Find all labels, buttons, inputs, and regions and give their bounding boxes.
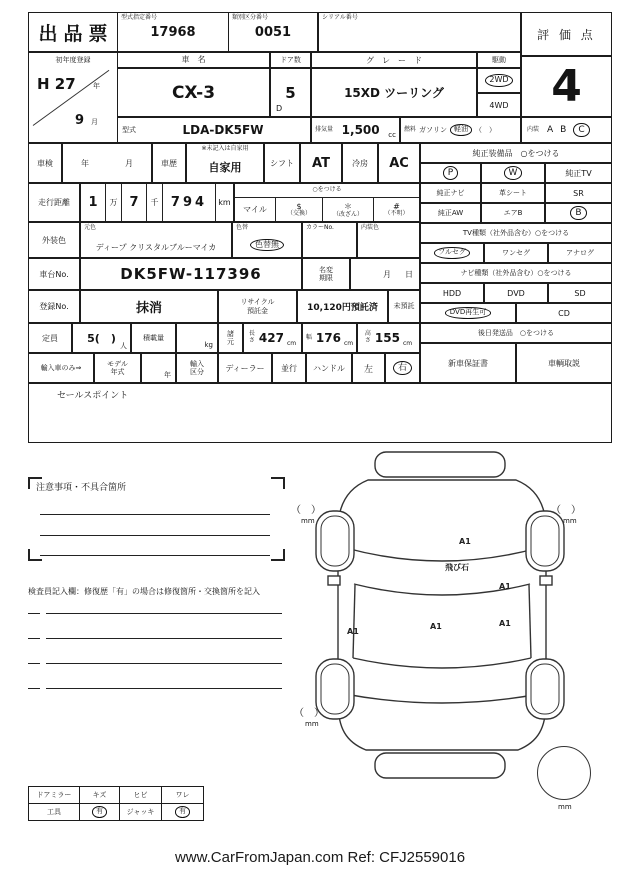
- tools-yes-circled: 有: [92, 806, 107, 817]
- front-left-wheel: [316, 511, 354, 571]
- length-cell: [243, 323, 302, 353]
- serial-cell: [318, 12, 521, 52]
- rear-right-wheel: [526, 659, 564, 719]
- model-code-value: 17968: [150, 24, 196, 40]
- equip-sr-cell: SR: [545, 183, 612, 203]
- dvd-play-circled: DVD再生可: [445, 307, 491, 318]
- notes-corner-br: [271, 549, 285, 561]
- equip-w-circled: W: [504, 166, 523, 180]
- load-label-cell: 積載量: [131, 323, 176, 353]
- tool-cell-tools: 工具: [28, 803, 80, 821]
- tool-cell-jack-yes: [161, 803, 204, 821]
- model-code-label: 型式指定番号: [121, 14, 158, 21]
- inspector-title: 検査員記入欄：修復歴「有」の場合は修復箇所・交換箇所を記入: [28, 587, 260, 596]
- drive-header: 駆動: [477, 52, 521, 68]
- handle-left-cell: 左: [352, 353, 385, 383]
- model-year-label-cell: モデル年式: [94, 353, 141, 383]
- footer-watermark: www.CarFromJapan.com Ref: CFJ2559016: [174, 849, 466, 866]
- measure-mm-tr: mm: [563, 517, 577, 525]
- roof-left-line: [353, 585, 355, 658]
- doors-value: 5 D: [270, 68, 311, 117]
- sales-point-label: セールスポイント: [57, 391, 129, 401]
- load-value-cell: [176, 323, 218, 353]
- shift-value-cell: AT: [300, 143, 342, 183]
- equip-aw-cell: 純正AW: [420, 203, 481, 223]
- capacity-unit: 人: [120, 341, 127, 350]
- interior-b: B: [560, 125, 567, 135]
- import-label-cell: 輸入車のみ⇒: [28, 353, 94, 383]
- drive-2wd-cell: [477, 68, 521, 93]
- tool-cell-jack: ジャッキ: [119, 803, 162, 821]
- measure-bracket-tl: （ ）: [291, 505, 321, 516]
- mile-flag-cell: [234, 183, 420, 222]
- history-note: ※未記入は自家用: [201, 145, 249, 152]
- ac-label-cell: 冷房: [342, 143, 378, 183]
- rear-bumper: [375, 753, 505, 778]
- dvd-play-cell: [420, 303, 516, 323]
- score-label: 評 価 点: [537, 27, 596, 42]
- recycle-value-cell: 10,120円預託済: [297, 290, 388, 323]
- tv-fullseg-circled: フルセグ: [434, 247, 470, 258]
- jack-yes-circled: 有: [175, 806, 190, 817]
- width-unit: cm: [343, 340, 354, 348]
- chassis-value-cell: DK5FW-117396: [80, 258, 302, 290]
- dealer-cell: ディーラー: [218, 353, 272, 383]
- car-top-view-drawing: [288, 448, 612, 790]
- score-label-cell: [521, 12, 612, 56]
- width-value: 176: [315, 331, 341, 345]
- shaken-value-cell: [62, 143, 152, 183]
- name-change-day: 日: [405, 269, 413, 279]
- tv-oneseg-cell: ワンセグ: [484, 243, 548, 263]
- equip-tv-cell: 純正TV: [545, 163, 612, 183]
- damage-mark: A1: [499, 619, 511, 628]
- tv-analog-cell: アナログ: [548, 243, 612, 263]
- equip-navi-cell: 純正ナビ: [420, 183, 481, 203]
- damage-mark: A1: [459, 537, 471, 546]
- mileage-rest: 794: [163, 184, 216, 221]
- reg-no-value-cell: 抹消: [80, 290, 218, 323]
- mile-unknown: # （不明）: [384, 201, 409, 217]
- mileage-label-cell: 走行距離: [28, 183, 80, 222]
- int-color-cell: [357, 222, 420, 258]
- car-name-value: CX-3: [117, 68, 270, 117]
- tv-fullseg-cell: [420, 243, 484, 263]
- car-diagram: [288, 448, 612, 790]
- model-year-unit: 年: [164, 370, 171, 379]
- orig-color-cell: 元色 ディープ クリスタルブルーマイカ: [80, 222, 232, 258]
- length-unit: cm: [286, 340, 297, 348]
- warranty-cell: 新車保証書: [420, 343, 516, 383]
- tool-cell-crack: ヒビ: [119, 786, 162, 804]
- car-name-header: 車 名: [117, 52, 270, 68]
- interior-a: A: [547, 125, 554, 135]
- recycle-none-cell: 未預託: [388, 290, 420, 323]
- height-cell: [357, 323, 420, 353]
- mile-circle-note: ○をつける: [235, 184, 419, 198]
- sheet-title-text: 出品票: [38, 22, 114, 45]
- damage-mark: A1: [347, 627, 359, 636]
- class-code-label: 類別区分番号: [232, 14, 269, 21]
- mileage-man: 1: [81, 184, 106, 221]
- import-class-cell: 輸入区分: [176, 353, 218, 383]
- first-reg-era: H 27: [37, 75, 76, 93]
- displacement-label: 排気量: [315, 125, 334, 133]
- serial-label: シリアル番号: [322, 14, 358, 21]
- shaken-year-unit: 年: [81, 158, 89, 168]
- equip-airbag-cell: エアB: [481, 203, 545, 223]
- tool-cell-mirror: ドアミラー: [28, 786, 80, 804]
- left-mirror: [328, 576, 340, 585]
- man-unit: 万: [106, 184, 122, 221]
- score-value-cell: [521, 56, 612, 117]
- displacement-cell: 排気量 1,500 cc: [311, 117, 400, 143]
- class-code-cell: [228, 12, 318, 52]
- measure-mm-tl: mm: [301, 517, 315, 525]
- width-cell: [302, 323, 357, 353]
- fuel-cell: [400, 117, 521, 143]
- mileage-value-cell: [80, 183, 234, 222]
- orig-color-label: 元色: [84, 224, 97, 231]
- interior-c-circled: C: [573, 123, 589, 137]
- equip-w-cell: [481, 163, 545, 183]
- sheet-title: [28, 12, 118, 52]
- inspector-dash-1: [28, 613, 40, 614]
- color-no-cell: [302, 222, 357, 258]
- damage-mark: A1: [430, 622, 442, 631]
- height-value: 155: [374, 331, 400, 345]
- measure-bracket-bl: （ ）: [294, 708, 324, 719]
- fuel-diesel-circled: 軽油: [450, 124, 472, 135]
- capacity-value-cell: 5( ) 人: [72, 323, 131, 353]
- first-registration-cell: [28, 52, 118, 143]
- notes-title: 注意事項・不具合箇所: [36, 483, 127, 493]
- displacement-unit: cc: [388, 130, 396, 139]
- spec-label-cell: 諸元: [218, 323, 243, 353]
- interior-grade-cell: [521, 117, 612, 143]
- notes-corner-tr: [271, 477, 285, 489]
- drive-2wd-circled: 2WD: [485, 74, 512, 87]
- model-code-cell: [117, 12, 229, 52]
- first-reg-month: 9: [75, 113, 85, 128]
- shift-label-cell: シフト: [264, 143, 300, 183]
- ext-color-label-cell: 外装色: [28, 222, 80, 258]
- damage-mark-stone-chip: 飛び石: [445, 563, 469, 572]
- drive-4wd-cell: 4WD: [477, 93, 521, 117]
- notes-line-3: [40, 555, 270, 556]
- navi-hdd-cell: HDD: [420, 283, 484, 303]
- fuel-gasoline: ガソリン: [419, 125, 448, 134]
- car-body-outline: [338, 480, 546, 750]
- navi-dvd-cell: DVD: [484, 283, 548, 303]
- parallel-cell: 並行: [272, 353, 306, 383]
- shaken-label-cell: 車検: [28, 143, 62, 183]
- first-reg-year-unit: 年: [93, 82, 100, 90]
- first-reg-label: 初年度登録: [55, 56, 91, 64]
- history-value-cell: ※未記入は自家用 自家用: [186, 143, 264, 183]
- color-change-circled: 色替無: [250, 239, 284, 252]
- int-color-label: 内装色: [361, 224, 380, 231]
- tv-type-header: TV種類（社外品含む）○をつける: [420, 223, 612, 243]
- model-label: 型式: [122, 125, 136, 134]
- mileage-sen: 7: [122, 184, 147, 221]
- notes-corner-tl: [28, 477, 42, 489]
- inspector-line-1: [46, 613, 282, 614]
- mile-label: マイル: [235, 198, 276, 221]
- tool-cell-tools-yes: [79, 803, 120, 821]
- navi-sd-cell: SD: [548, 283, 612, 303]
- equip-b-circled: B: [570, 206, 586, 220]
- damage-mark: A1: [499, 582, 511, 591]
- notes-line-2: [40, 535, 270, 536]
- inspector-dash-3: [28, 663, 40, 664]
- tool-cell-break: ワレ: [161, 786, 204, 804]
- front-bumper: [375, 452, 505, 477]
- length-value: 427: [258, 331, 284, 345]
- measure-mm-br: mm: [558, 803, 572, 811]
- doors-sub: D: [276, 104, 283, 113]
- doors-header: ドア数: [270, 52, 311, 68]
- measure-mm-bl: mm: [305, 720, 319, 728]
- inspector-dash-4: [28, 688, 40, 689]
- model-cell: 型式 LDA-DK5FW: [117, 117, 311, 143]
- color-no-label: カラーNo.: [306, 224, 334, 231]
- load-unit: kg: [204, 340, 213, 349]
- reg-no-label-cell: 登録No.: [28, 290, 80, 323]
- inspector-line-3: [46, 663, 282, 664]
- inspector-line-2: [46, 638, 282, 639]
- grade-value: 15XD ツーリング: [311, 68, 477, 117]
- roof-right-line: [529, 585, 531, 658]
- model-year-value-cell: [141, 353, 176, 383]
- inspector-dash-2: [28, 638, 40, 639]
- handle-right-circled: 右: [393, 361, 412, 375]
- color-change-cell: [232, 222, 302, 258]
- measure-circle-br: [537, 746, 591, 800]
- length-label: 長さ: [248, 330, 255, 344]
- name-change-value-cell: [350, 258, 420, 290]
- inspector-line-4: [46, 688, 282, 689]
- rear-window-base: [345, 694, 539, 703]
- handle-right-cell: [385, 353, 420, 383]
- later-shipping-header: 後日発送品 ○をつける: [420, 323, 612, 343]
- score-value: 4: [551, 61, 582, 112]
- manual-cell: 車輌取説: [516, 343, 612, 383]
- mile-tamper: ＊ （改ざん）: [323, 198, 374, 221]
- equipment-header: 純正装備品 ○をつける: [420, 143, 612, 163]
- sen-unit: 千: [147, 184, 163, 221]
- first-reg-month-unit: 月: [91, 118, 98, 126]
- shaken-month-unit: 月: [125, 158, 133, 168]
- name-change-label-cell: 名変期限: [302, 258, 350, 290]
- navi-type-header: ナビ種類（社外品含む）○をつける: [420, 263, 612, 283]
- capacity-label-cell: 定員: [28, 323, 72, 353]
- front-right-wheel: [526, 511, 564, 571]
- mile-exchange: $ （交換）: [276, 198, 323, 221]
- recycle-label-cell: リサイクル預託金: [218, 290, 297, 323]
- km-unit: km: [218, 198, 231, 207]
- name-change-month: 月: [383, 269, 391, 279]
- color-change-label: 色替: [236, 224, 249, 231]
- height-unit: cm: [402, 340, 413, 348]
- windshield-base: [346, 548, 538, 561]
- equip-p-cell: [420, 163, 481, 183]
- ac-value-cell: AC: [378, 143, 420, 183]
- fuel-label: 燃料: [404, 125, 417, 133]
- rear-window-top: [353, 658, 531, 668]
- notes-line-1: [40, 514, 270, 515]
- sales-point-cell: [28, 383, 612, 443]
- chassis-label-cell: 車台No.: [28, 258, 80, 290]
- width-label: 幅: [305, 333, 312, 341]
- equip-leather-cell: 革シート: [481, 183, 545, 203]
- equip-p-circled: P: [443, 166, 458, 180]
- interior-label: 内装: [527, 125, 540, 133]
- measure-bracket-tr: （ ）: [551, 505, 581, 516]
- height-label: 高さ: [364, 330, 371, 344]
- equip-b-cell: [545, 203, 612, 223]
- handle-label-cell: ハンドル: [306, 353, 352, 383]
- class-code-value: 0051: [254, 24, 292, 40]
- right-mirror: [540, 576, 552, 585]
- grade-header: グ レ ー ド: [311, 52, 477, 68]
- cd-cell: CD: [516, 303, 612, 323]
- history-label-cell: 車歴: [152, 143, 186, 183]
- fuel-other: （ ）: [475, 125, 497, 134]
- tool-cell-scratch: キズ: [79, 786, 120, 804]
